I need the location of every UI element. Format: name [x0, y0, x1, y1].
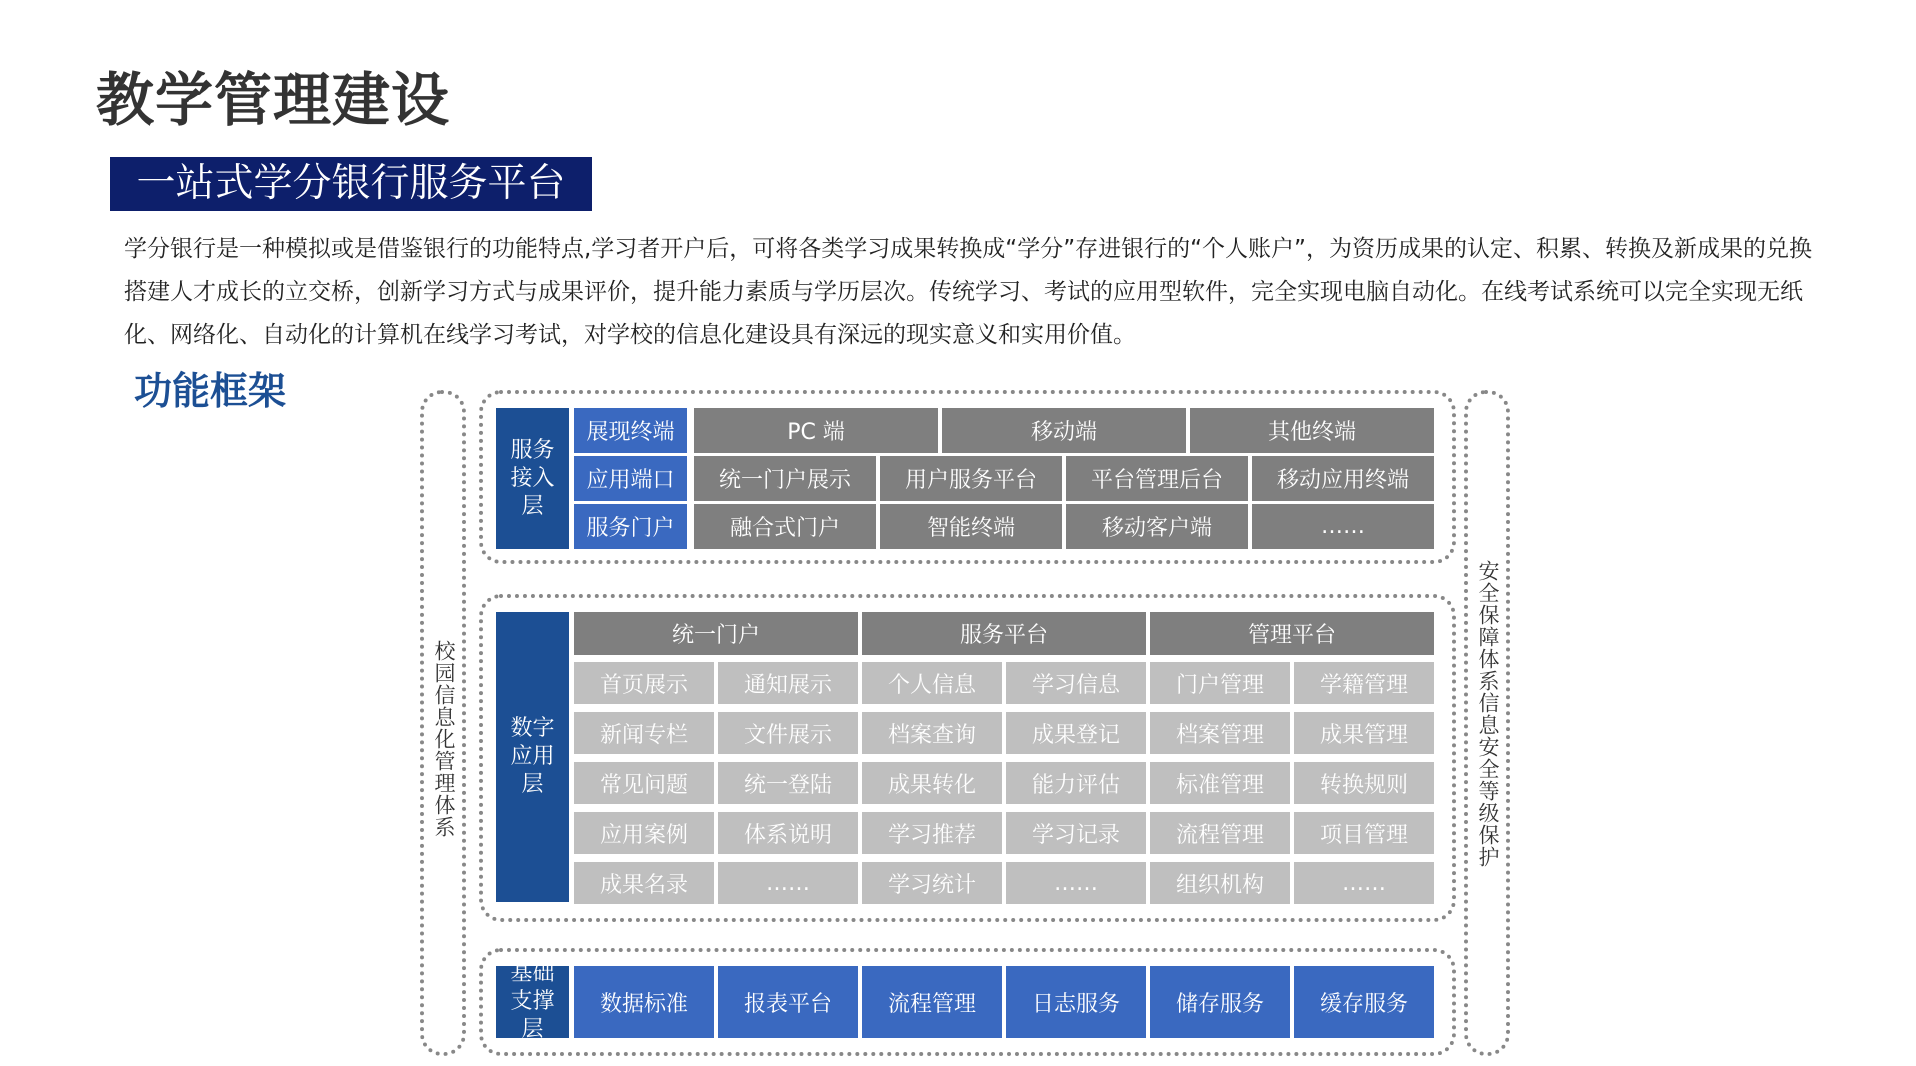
app-header: 管理平台 — [1150, 612, 1434, 655]
app-item: 学习推荐 — [862, 812, 1002, 854]
base-item: 储存服务 — [1150, 966, 1290, 1038]
app-item: 应用案例 — [574, 812, 714, 854]
app-item: 成果转化 — [862, 762, 1002, 804]
app-item: …… — [718, 862, 858, 904]
service-item: …… — [1252, 504, 1434, 549]
section-heading: 功能框架 — [134, 369, 287, 413]
app-item: 能力评估 — [1006, 762, 1146, 804]
service-item: 平台管理后台 — [1066, 456, 1248, 501]
app-item: 新闻专栏 — [574, 712, 714, 754]
app-item: 学习记录 — [1006, 812, 1146, 854]
app-item: 统一登陆 — [718, 762, 858, 804]
app-item: 常见问题 — [574, 762, 714, 804]
base-item: 流程管理 — [862, 966, 1002, 1038]
app-header: 服务平台 — [862, 612, 1146, 655]
app-item: 成果名录 — [574, 862, 714, 904]
base-item: 数据标准 — [574, 966, 714, 1038]
base-item: 缓存服务 — [1294, 966, 1434, 1038]
app-item: 体系说明 — [718, 812, 858, 854]
base-item: 日志服务 — [1006, 966, 1146, 1038]
service-item: 用户服务平台 — [880, 456, 1062, 501]
app-item: 通知展示 — [718, 662, 858, 704]
app-item: 档案查询 — [862, 712, 1002, 754]
service-layer-label: 服务接入层 — [496, 408, 569, 549]
app-item: 成果管理 — [1294, 712, 1434, 754]
service-category-3: 服务门户 — [574, 504, 687, 549]
service-category-2: 应用端口 — [574, 456, 687, 501]
app-item: 学籍管理 — [1294, 662, 1434, 704]
subtitle-banner: 一站式学分银行服务平台 — [110, 157, 592, 211]
app-item: 学习信息 — [1006, 662, 1146, 704]
app-item: 成果登记 — [1006, 712, 1146, 754]
service-item: 智能终端 — [880, 504, 1062, 549]
app-item: 门户管理 — [1150, 662, 1290, 704]
app-item: …… — [1294, 862, 1434, 904]
service-category-1: 展现终端 — [574, 408, 687, 453]
app-item: 个人信息 — [862, 662, 1002, 704]
app-item: 学习统计 — [862, 862, 1002, 904]
service-item: 移动客户端 — [1066, 504, 1248, 549]
service-item: 统一门户展示 — [694, 456, 876, 501]
app-item: 标准管理 — [1150, 762, 1290, 804]
app-header: 统一门户 — [574, 612, 858, 655]
campus-management-label: 校园信息化管理体系 — [432, 640, 456, 838]
service-item: 移动应用终端 — [1252, 456, 1434, 501]
app-layer-label: 数字应用层 — [496, 612, 569, 902]
base-item: 报表平台 — [718, 966, 858, 1038]
service-item: 融合式门户 — [694, 504, 876, 549]
security-label: 安全保障体系信息安全等级保护 — [1476, 560, 1500, 868]
service-item: 移动端 — [942, 408, 1186, 453]
app-item: 档案管理 — [1150, 712, 1290, 754]
app-item: 组织机构 — [1150, 862, 1290, 904]
app-item: 首页展示 — [574, 662, 714, 704]
service-item: 其他终端 — [1190, 408, 1434, 453]
app-item: 转换规则 — [1294, 762, 1434, 804]
base-layer-label: 基础支撑层 — [496, 966, 569, 1038]
service-item: PC 端 — [694, 408, 938, 453]
page-title: 教学管理建设 — [96, 66, 451, 134]
app-item: 流程管理 — [1150, 812, 1290, 854]
app-item: 项目管理 — [1294, 812, 1434, 854]
app-item: 文件展示 — [718, 712, 858, 754]
description-paragraph: 学分银行是一种模拟或是借鉴银行的功能特点,学习者开户后，可将各类学习成果转换成“学分”存进银行的“个人账户”，为资历成果的认定、积累、转换及新成果的兑换搭建人才成长的立交桥，创新学习方式与成果评价，提升能力素质与学历层次。传统学习、考试的应用型软件，完全实现电脑自动化。在线考试系统可以完全实现无纸化、网络化、自动化的计算机在线学习考试，对学校的信息化建设具有深远的现实意义和实用价值。 — [124, 236, 1812, 348]
app-item: …… — [1006, 862, 1146, 904]
